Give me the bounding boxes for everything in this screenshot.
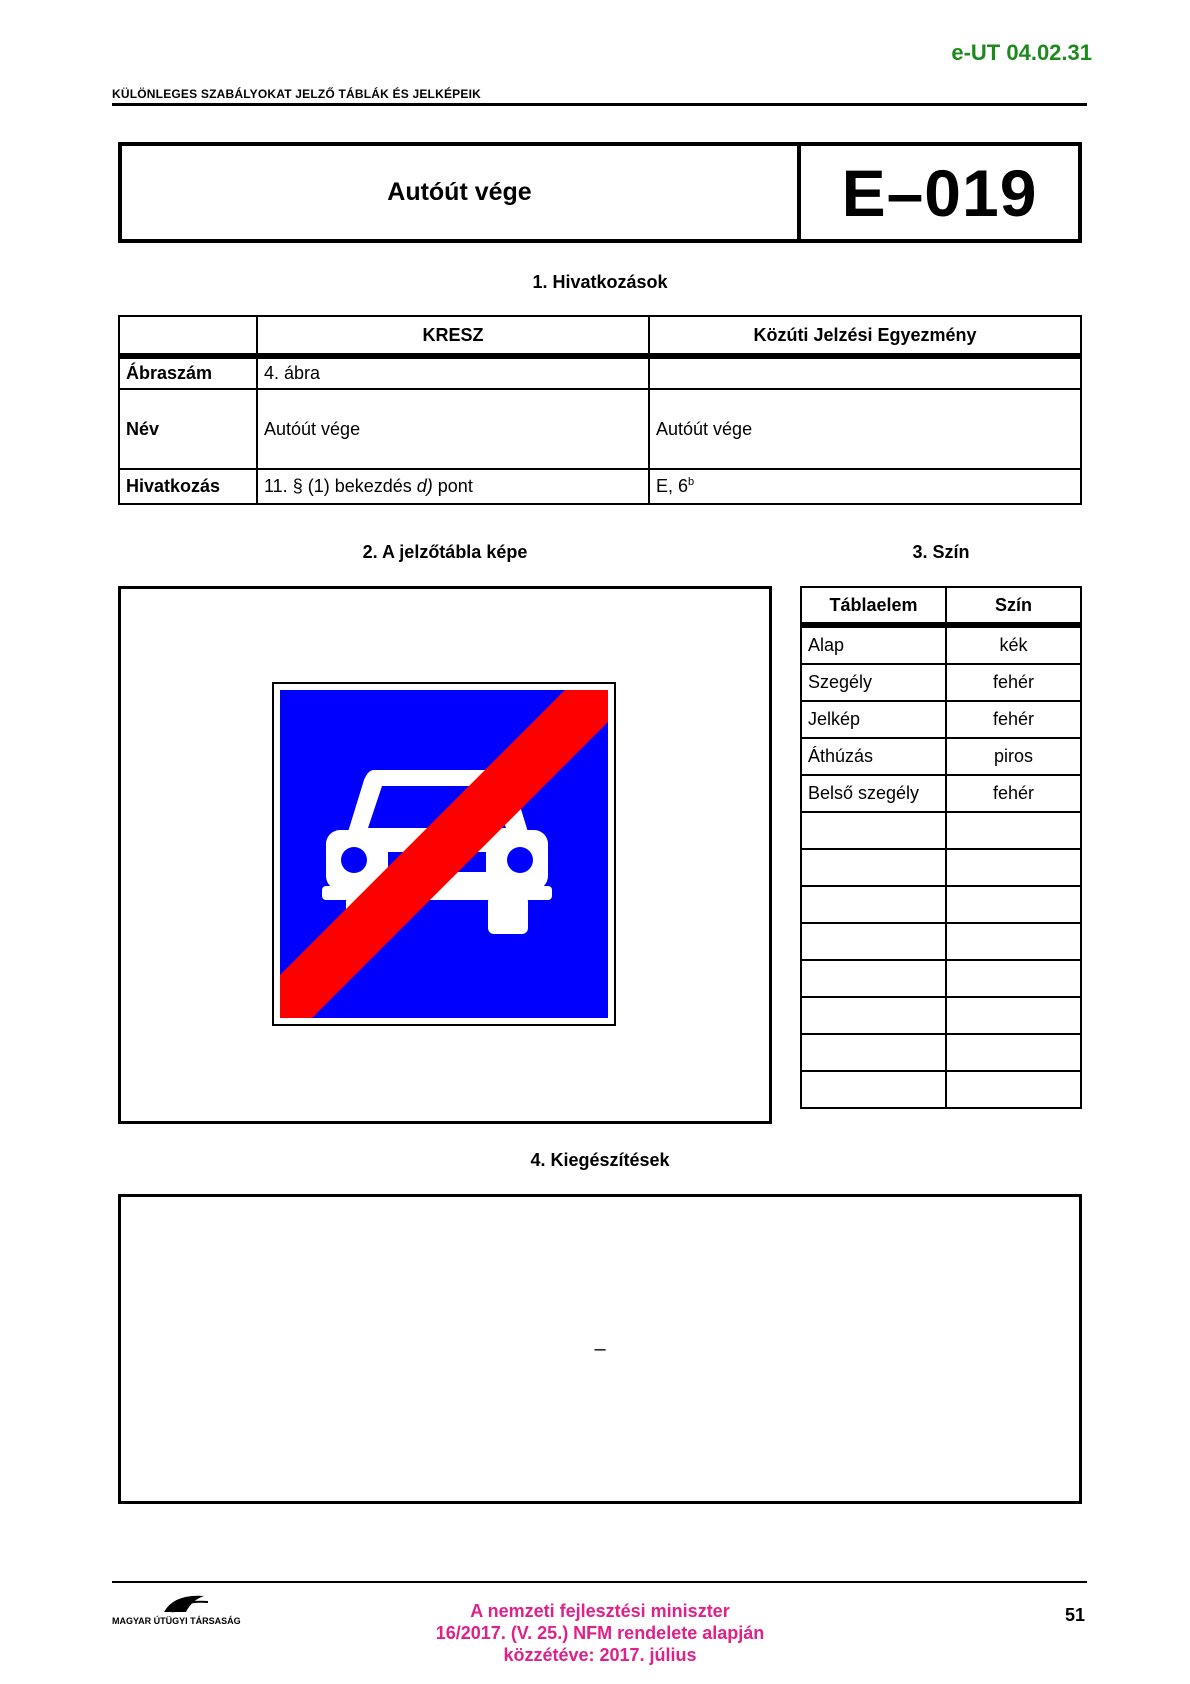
section-heading-color: 3. Szín — [912, 542, 970, 562]
table-row — [801, 812, 1081, 849]
table-row — [801, 960, 1081, 997]
table-row — [801, 775, 1081, 812]
color-cell: kék — [946, 625, 1081, 664]
header-divider — [112, 103, 1087, 106]
element-cell — [801, 849, 946, 886]
table-row — [801, 738, 1081, 775]
color-cell: fehér — [946, 701, 1081, 738]
sign-code: E–019 — [841, 155, 1038, 230]
color-cell — [946, 1034, 1081, 1071]
section-heading-sign-image: 2. A jelzőtábla képe — [362, 542, 528, 562]
table-cell: 4. ábra — [257, 356, 649, 389]
element-cell: Jelkép — [801, 701, 946, 738]
car-headlight-right — [507, 847, 533, 873]
section-heading-references: 1. Hivatkozások — [532, 272, 668, 292]
element-cell — [801, 960, 946, 997]
color-cell — [946, 960, 1081, 997]
table-row — [801, 1034, 1081, 1071]
color-table — [800, 586, 1082, 1109]
reference-text: pont — [432, 476, 473, 496]
autout-vege-sign-icon — [272, 682, 616, 1026]
element-cell — [801, 1034, 946, 1071]
color-cell — [946, 1071, 1081, 1108]
reference-text: E, 6 — [656, 476, 689, 496]
sign-name: Autóút vége — [122, 146, 801, 239]
logo-text: MAGYAR ÚTÜGYI TÁRSASÁG — [112, 1616, 241, 1626]
page-number: 51 — [1064, 1605, 1085, 1625]
car-headlight-left — [341, 847, 367, 873]
table-header-cell: Szín — [946, 587, 1081, 625]
footer-line: A nemzeti fejlesztési miniszter — [470, 1601, 730, 1621]
table-row — [801, 1071, 1081, 1108]
row-label: Név — [119, 389, 257, 469]
color-cell — [946, 923, 1081, 960]
table-row — [119, 389, 1081, 469]
document-code: e-UT 04.02.31 — [951, 40, 1092, 65]
table-row — [801, 701, 1081, 738]
publisher-logo-icon — [112, 1590, 272, 1630]
element-cell — [801, 812, 946, 849]
reference-italic: d) — [416, 476, 433, 496]
element-cell: Alap — [801, 625, 946, 664]
color-cell: fehér — [946, 664, 1081, 701]
chapter-title: KÜLÖNLEGES SZABÁLYOKAT JELZŐ TÁBLÁK ÉS JELKÉPEIK — [112, 87, 481, 101]
section-heading-supplements: 4. Kiegészítések — [530, 1150, 670, 1170]
reference-superscript: b — [688, 476, 695, 488]
element-cell: Belső szegély — [801, 775, 946, 812]
table-row — [801, 997, 1081, 1034]
row-label: Ábraszám — [119, 356, 257, 389]
supplements-text: – — [594, 1337, 606, 1360]
footer-line: 16/2017. (V. 25.) NFM rendelete alapján — [435, 1623, 765, 1643]
table-cell: Autóút vége — [649, 389, 1081, 469]
table-header-cell: KRESZ — [257, 316, 649, 356]
element-cell — [801, 1071, 946, 1108]
table-header-row — [119, 316, 1081, 356]
table-header-cell: Közúti Jelzési Egyezmény — [649, 316, 1081, 356]
table-header-cell — [119, 316, 257, 356]
reference-text: 11. § (1) bekezdés — [264, 476, 417, 496]
footer-divider — [112, 1581, 1087, 1583]
color-cell — [946, 886, 1081, 923]
element-cell — [801, 997, 946, 1034]
footer-publication-note — [345, 1600, 855, 1666]
references-table — [118, 315, 1082, 505]
element-cell — [801, 923, 946, 960]
color-cell — [946, 849, 1081, 886]
table-row — [801, 664, 1081, 701]
table-row — [801, 923, 1081, 960]
table-header-row — [801, 587, 1081, 625]
table-cell — [649, 356, 1081, 389]
table-row — [801, 886, 1081, 923]
table-cell — [257, 469, 649, 504]
row-label: Hivatkozás — [119, 469, 257, 504]
element-cell: Áthúzás — [801, 738, 946, 775]
table-header-cell: Táblaelem — [801, 587, 946, 625]
title-box — [118, 142, 1082, 243]
table-cell — [649, 469, 1081, 504]
table-row — [119, 469, 1081, 504]
table-row — [119, 356, 1081, 389]
footer-line: közzétéve: 2017. július — [503, 1645, 697, 1665]
table-row — [801, 625, 1081, 664]
table-row — [801, 849, 1081, 886]
color-cell — [946, 812, 1081, 849]
color-cell — [946, 997, 1081, 1034]
color-cell: fehér — [946, 775, 1081, 812]
element-cell: Szegély — [801, 664, 946, 701]
table-cell: Autóút vége — [257, 389, 649, 469]
element-cell — [801, 886, 946, 923]
supplements-box — [118, 1194, 1082, 1504]
color-cell: piros — [946, 738, 1081, 775]
